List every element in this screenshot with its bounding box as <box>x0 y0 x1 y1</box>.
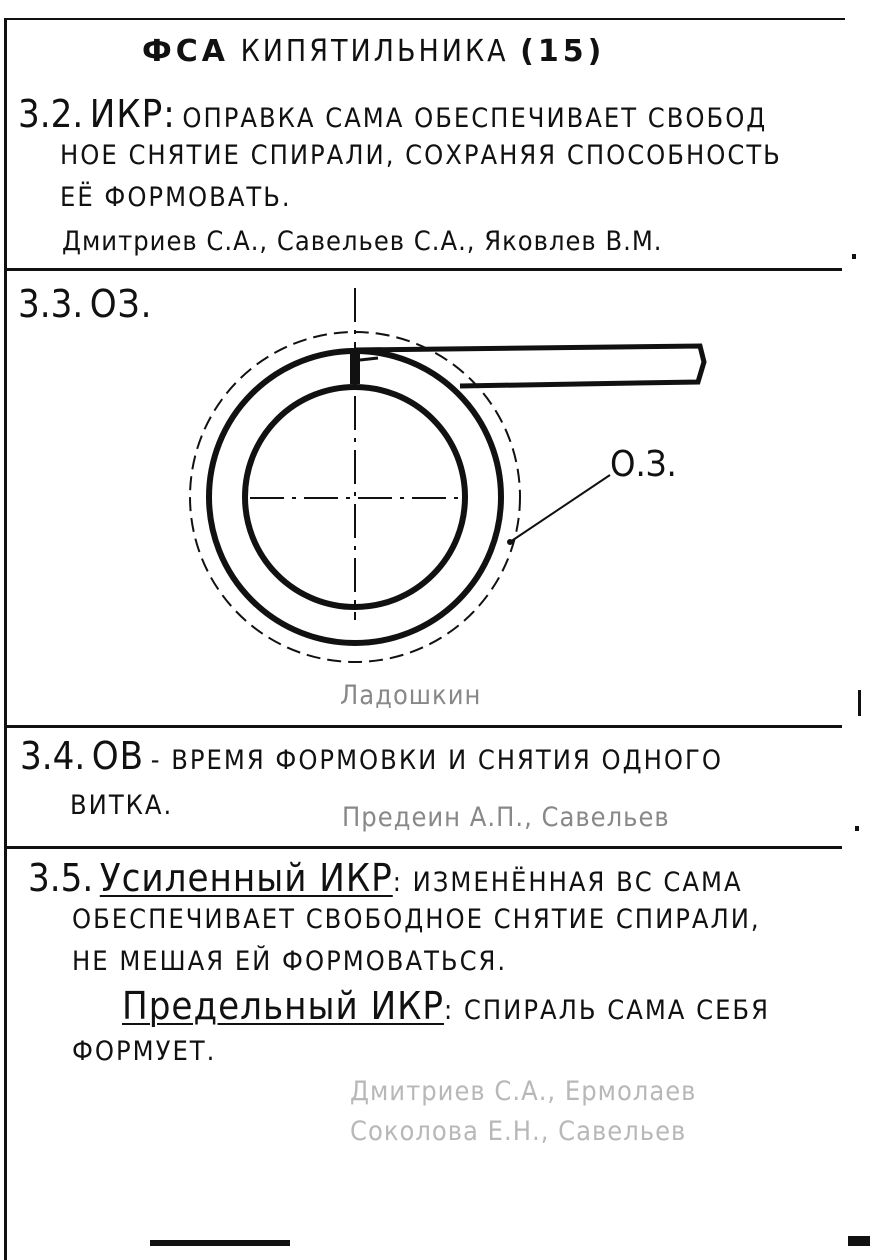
section-authors: Дмитриев С.А., Ермолаев <box>350 1076 697 1107</box>
section-divider <box>4 846 842 849</box>
scan-speck <box>848 1236 870 1246</box>
section-3-4-heading <box>20 734 723 778</box>
section-authors: Предеин А.П., Савельев <box>342 802 670 833</box>
section-authors: Ладошкин <box>340 680 482 711</box>
scan-speck <box>858 690 861 716</box>
section-text-line: ФОРМУЕТ. <box>72 1036 217 1067</box>
section-number: 3.5. <box>28 856 94 900</box>
section-term: Предельный ИКР <box>122 984 445 1028</box>
title-subject: КИПЯТИЛЬНИКА <box>240 34 509 69</box>
scan-speck <box>852 254 856 259</box>
page-title <box>142 34 605 69</box>
wire-end-mark <box>360 358 378 360</box>
section-text-line: НОЕ СНЯТИЕ СПИРАЛИ, СОХРАНЯЯ СПОСОБНОСТЬ <box>60 140 782 171</box>
callout-label: О.З. <box>610 444 677 485</box>
section-3-5-subheading <box>122 984 770 1028</box>
callout-dot <box>507 539 513 545</box>
section-term: ОВ <box>91 734 145 778</box>
callout-leader <box>510 475 610 542</box>
wire-lead <box>355 346 704 386</box>
section-text-line: : ИЗМЕНЁННАЯ ВС САМА <box>392 867 743 898</box>
title-abbreviation: ФСА <box>142 34 229 69</box>
scan-speck <box>855 826 859 831</box>
section-term: ИКР: <box>89 92 176 136</box>
section-text-line: НЕ МЕШАЯ ЕЙ ФОРМОВАТЬСЯ. <box>72 946 508 977</box>
mandrel-diagram <box>0 270 885 725</box>
section-text-line: - ВРЕМЯ ФОРМОВКИ И СНЯТИЯ ОДНОГО <box>150 745 723 776</box>
section-3-5-heading <box>28 856 743 900</box>
section-term: ОЗ. <box>89 282 153 326</box>
section-authors: Дмитриев С.А., Савельев С.А., Яковлев В.М. <box>62 226 663 257</box>
section-text-line: ОПРАВКА САМА ОБЕСПЕЧИВАЕТ СВОБОД <box>182 103 768 134</box>
section-text-line: : СПИРАЛЬ САМА СЕБЯ <box>444 995 770 1026</box>
section-number: 3.4. <box>20 734 86 778</box>
section-text-line: ЕЁ ФОРМОВАТЬ. <box>60 182 292 213</box>
section-number: 3.3. <box>18 282 84 326</box>
section-text-line: ОБЕСПЕЧИВАЕТ СВОБОДНОЕ СНЯТИЕ СПИРАЛИ, <box>72 904 761 935</box>
page-number: (15) <box>520 34 606 69</box>
scan-speck <box>150 1240 290 1246</box>
section-term: Усиленный ИКР <box>99 856 393 900</box>
section-authors: Соколова Е.Н., Савельев <box>350 1116 687 1147</box>
section-number: 3.2. <box>18 92 84 136</box>
section-3-2-heading <box>18 92 767 136</box>
section-text-line: ВИТКА. <box>70 790 174 821</box>
section-divider <box>4 725 842 728</box>
